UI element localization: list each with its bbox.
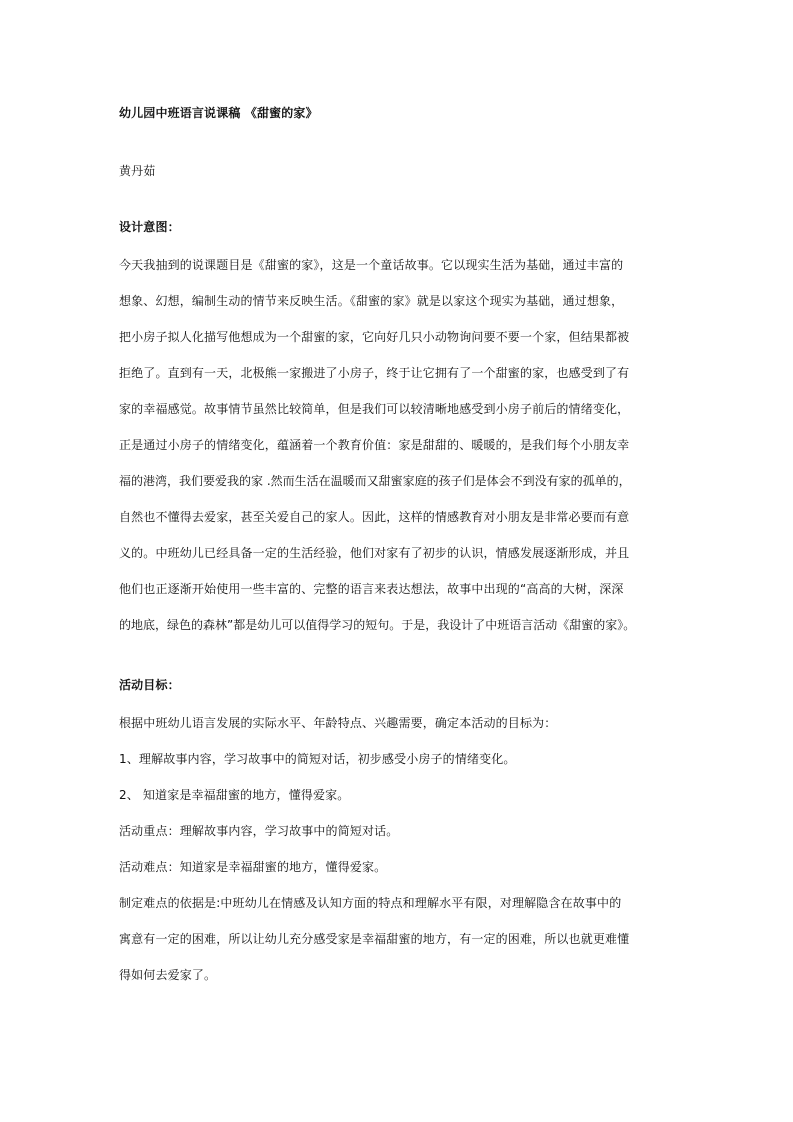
author-name: 黄丹茹 [119, 164, 156, 178]
design-paragraph-line: 他们也正逐渐开始使用一些丰富的、完整的语言来表达想法，故事中出现的“高高的大树，深深 [119, 582, 624, 596]
design-paragraph-line: 想象、幻想，编制生动的情节来反映生活。《甜蜜的家》就是以家这个现实为基础，通过想象， [119, 294, 624, 308]
design-paragraph-line: 正是通过小房子的情绪变化，蕴涵着一个教育价值：家是甜甜的、暖暖的，是我们每个小朋友幸 [119, 438, 630, 452]
design-paragraph-line: 的地底，绿色的森林”都是幼儿可以值得学习的短句。于是，我设计了中班语言活动《甜蜜的家》。 [119, 618, 636, 632]
activity-goals-heading: 活动目标： [119, 678, 180, 692]
design-paragraph-line: 福的港湾，我们要爱我的家 .然而生活在温暖而又甜蜜家庭的孩子们是体会不到没有家的孤单的， [119, 474, 631, 488]
design-paragraph-line: 自然也不懂得去爱家，甚至关爱自己的家人。因此，这样的情感教育对小朋友是非常必要而有意 [119, 510, 630, 524]
goal-item-1: 1、理解故事内容，学习故事中的简短对话，初步感受小房子的情绪变化。 [119, 752, 516, 766]
design-intent-heading: 设计意图： [119, 220, 180, 234]
design-paragraph-line: 拒绝了。直到有一天，北极熊一家搬进了小房子，终于让它拥有了一个甜蜜的家，也感受到了有 [119, 366, 630, 380]
design-paragraph-line: 义的。中班幼儿已经具备一定的生活经验，他们对家有了初步的认识，情感发展逐渐形成，并且 [119, 546, 630, 560]
document-title: 幼儿园中班语言说课稿 《甜蜜的家》 [119, 106, 318, 120]
design-paragraph-line: 把小房子拟人化描写他想成为一个甜蜜的家，它向好几只小动物询问要不要一个家，但结果都被 [119, 330, 630, 344]
activity-difficulty: 活动难点：知道家是幸福甜蜜的地方，懂得爱家。 [119, 860, 387, 874]
goal-item-2: 2、 知道家是幸福甜蜜的地方，懂得爱家。 [119, 788, 350, 802]
difficulty-basis-line: 得如何去爱家了。 [119, 968, 217, 982]
difficulty-basis-line: 寓意有一定的困难，所以让幼儿充分感受家是幸福甜蜜的地方，有一定的困难，所以也就更难懂 [119, 932, 630, 946]
design-paragraph-line: 家的幸福感觉。故事情节虽然比较简单，但是我们可以较清晰地感受到小房子前后的情绪变化， [119, 402, 630, 416]
activity-key-point: 活动重点：理解故事内容，学习故事中的简短对话。 [119, 824, 399, 838]
design-paragraph-line: 今天我抽到的说课题目是《甜蜜的家》，这是一个童话故事。它以现实生活为基础，通过丰富的 [119, 258, 624, 272]
difficulty-basis-line: 制定难点的依据是:中班幼儿在情感及认知方面的特点和理解水平有限，对理解隐含在故事中的 [119, 896, 622, 910]
goals-paragraph-line: 根据中班幼儿语言发展的实际水平、年龄特点、兴趣需要，确定本活动的目标为： [119, 716, 557, 730]
